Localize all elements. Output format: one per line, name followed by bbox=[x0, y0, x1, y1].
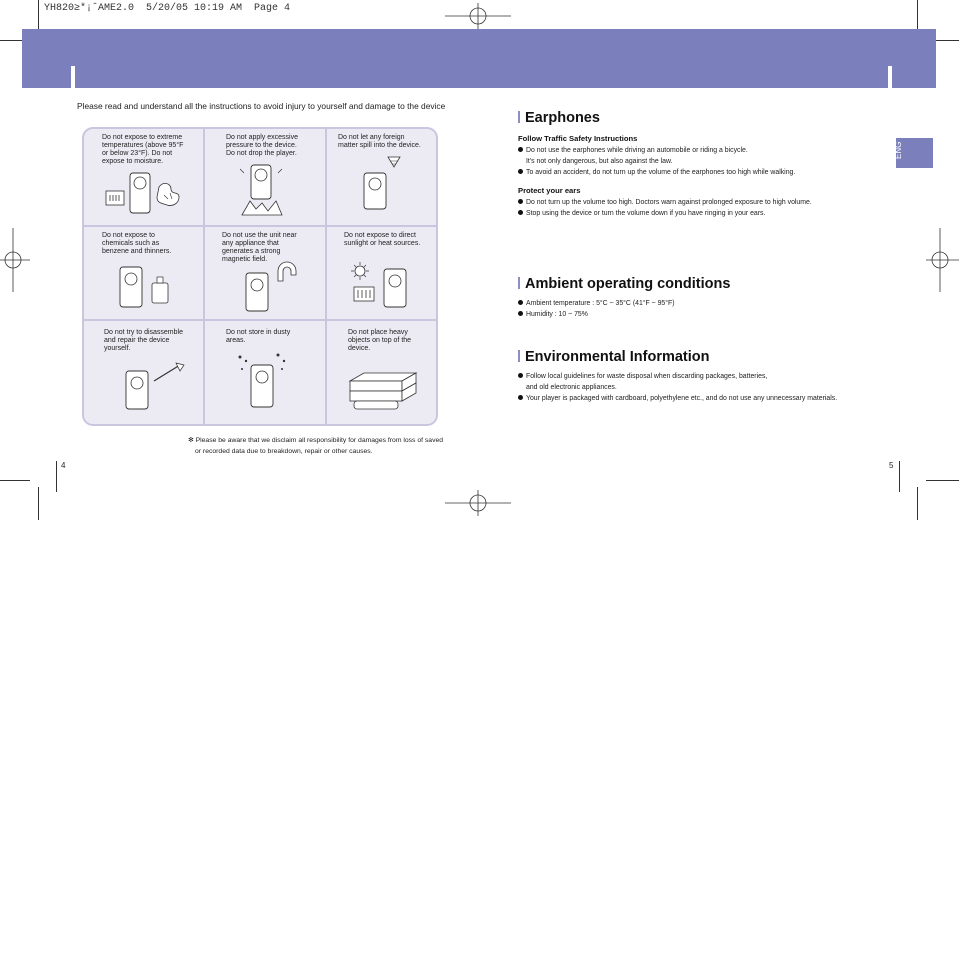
safety-intro: Please read and understand all the instructions to avoid injury to yourself and damage to the device bbox=[77, 101, 446, 111]
disclaimer bbox=[188, 435, 458, 457]
bullet-icon bbox=[518, 311, 523, 316]
extreme-temperature-illustration bbox=[104, 169, 186, 219]
grid-divider bbox=[325, 129, 327, 426]
title-bar bbox=[518, 277, 520, 289]
bullet-icon bbox=[518, 395, 523, 400]
bullet-continuation: and old electronic appliances. bbox=[526, 384, 617, 391]
bullet-icon bbox=[518, 169, 523, 174]
grid-divider bbox=[203, 129, 205, 426]
registration-mark-right bbox=[926, 228, 959, 292]
registration-mark-top bbox=[445, 3, 511, 29]
language-tab-label: ENG bbox=[894, 141, 903, 159]
sunlight-illustration bbox=[350, 261, 420, 313]
subheading: Follow Traffic Safety Instructions bbox=[518, 134, 638, 143]
section-title-text: Ambient operating conditions bbox=[525, 276, 731, 292]
banner-notch bbox=[71, 66, 75, 88]
bullet-icon bbox=[518, 300, 523, 305]
magnetic-field-illustration bbox=[236, 259, 300, 317]
banner-notch bbox=[888, 66, 892, 88]
crop-mark bbox=[926, 480, 959, 481]
registration-mark-left bbox=[0, 228, 30, 292]
section-title-text: Environmental Information bbox=[525, 349, 710, 365]
crop-mark bbox=[38, 487, 39, 520]
page-margin-line bbox=[56, 461, 57, 492]
subheading: Protect your ears bbox=[518, 186, 581, 195]
bullet-icon bbox=[518, 373, 523, 378]
language-tab bbox=[896, 138, 933, 168]
section-title bbox=[518, 349, 837, 365]
bullet-item: Ambient temperature : 5°C ~ 35°C (41°F ~ 95°F) bbox=[518, 298, 730, 309]
bullet-continuation: It's not only dangerous, but also against the law. bbox=[526, 158, 673, 165]
asterisk-icon: ✻ bbox=[188, 437, 194, 444]
bullet-icon bbox=[518, 199, 523, 204]
grid-cell-text: Do not use the unit near any appliance that generates a strong magnetic field. bbox=[222, 232, 297, 263]
grid-cell-text: Do not try to disassemble and repair the device yourself. bbox=[104, 329, 183, 352]
section-title bbox=[518, 110, 812, 126]
environmental-section bbox=[518, 349, 837, 404]
section-title bbox=[518, 276, 730, 292]
safety-grid bbox=[82, 127, 438, 426]
disclaimer-line: or recorded data due to breakdown, repair or other causes. bbox=[195, 448, 373, 455]
bullet-icon bbox=[518, 210, 523, 215]
earphones-section bbox=[518, 110, 812, 219]
ambient-section bbox=[518, 276, 730, 320]
page-margin-line bbox=[899, 461, 900, 492]
bullet-item: Do not use the earphones while driving an automobile or riding a bicycle. bbox=[518, 145, 812, 156]
crop-mark bbox=[917, 487, 918, 520]
grid-divider bbox=[84, 319, 438, 321]
grid-cell-text: Do not expose to direct sunlight or heat sources. bbox=[344, 232, 421, 247]
grid-cell-text: Do not apply excessive pressure to the device. Do not drop the player. bbox=[226, 134, 298, 157]
print-header: YH820≥*¡ˆAME2.0 5/20/05 10:19 AM Page 4 bbox=[44, 3, 291, 14]
grid-cell-text: Do not store in dusty areas. bbox=[226, 329, 291, 344]
disassemble-illustration bbox=[118, 359, 188, 413]
page-number-right: 5 bbox=[889, 461, 894, 470]
section-title-text: Earphones bbox=[525, 110, 600, 126]
title-bar bbox=[518, 111, 520, 123]
crop-mark bbox=[0, 480, 30, 481]
bullet-icon bbox=[518, 147, 523, 152]
grid-cell-text: Do not expose to extreme temperatures (above 95°F or below 23°F). Do not expose to moisture. bbox=[102, 134, 184, 165]
bullet-item: Humidity : 10 ~ 75% bbox=[518, 309, 730, 320]
bullet-item: Do not turn up the volume too high. Doctors warn against prolonged exposure to high volume. bbox=[518, 197, 812, 208]
chemicals-illustration bbox=[116, 265, 176, 311]
grid-cell-text: Do not expose to chemicals such as benzene and thinners. bbox=[102, 232, 172, 255]
registration-mark-bottom bbox=[445, 490, 511, 516]
bullet-item: Your player is packaged with cardboard, polyethylene etc., and do not use any unnecessary materials. bbox=[518, 393, 837, 404]
disclaimer-line: Please be aware that we disclaim all responsibility for damages from loss of saved bbox=[195, 437, 444, 444]
bullet-item: Follow local guidelines for waste disposal when discarding packages, batteries, bbox=[518, 371, 837, 382]
dusty-areas-illustration bbox=[234, 351, 290, 411]
title-bar bbox=[518, 350, 520, 362]
page-number-left: 4 bbox=[61, 461, 66, 470]
header-banner bbox=[22, 29, 936, 88]
heavy-objects-illustration bbox=[346, 367, 420, 413]
drop-pressure-illustration bbox=[236, 163, 286, 223]
grid-cell-text: Do not let any foreign matter spill into the device. bbox=[338, 134, 421, 149]
grid-cell-text: Do not place heavy objects on top of the device. bbox=[348, 329, 412, 352]
grid-divider bbox=[84, 225, 438, 227]
foreign-matter-illustration bbox=[354, 153, 414, 213]
bullet-item: Stop using the device or turn the volume down if you have ringing in your ears. bbox=[518, 208, 812, 219]
bullet-item: To avoid an accident, do not turn up the volume of the earphones too high while walking. bbox=[518, 167, 812, 178]
